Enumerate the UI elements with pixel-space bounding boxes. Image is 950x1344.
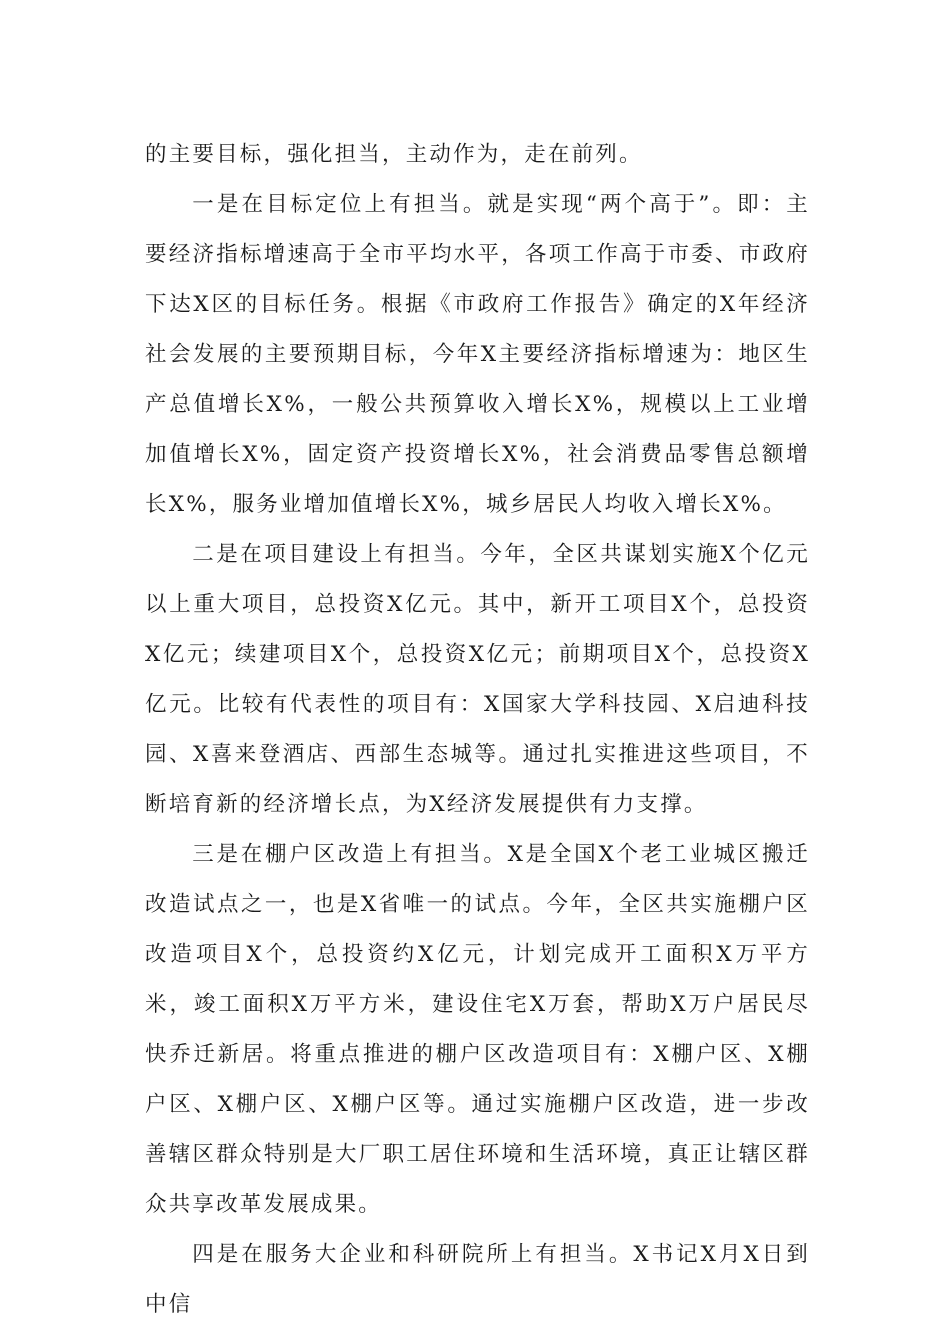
paragraph-target-positioning: 一是在目标定位上有担当。就是实现“两个高于”。即：主要经济指标增速高于全市平均水平，各项工作高于市委、市政府下达X区的目标任务。根据《市政府工作报告》确定的X年经济社会发展的主要预期目标，今年X主要经济指标增速为：地区生产总值增长X%，一般公共预算收入增长X%，规模以上工业增加值增长X%，固定资产投资增长X%，社会消费品零售总额增长X%，服务业增加值增长X%，城乡居民人均收入增长X%。	[145, 192, 810, 517]
paragraph-serving-enterprises: 四是在服务大企业和科研院所上有担当。X书记X月X日到中信	[145, 1242, 810, 1317]
paragraph-continuation: 的主要目标，强化担当，主动作为，走在前列。	[145, 142, 643, 167]
paragraph-shantytown-renovation: 三是在棚户区改造上有担当。X是全国X个老工业城区搬迁改造试点之一，也是X省唯一的试点。今年，全区共实施棚户区改造项目X个，总投资约X亿元，计划完成开工面积X万平方米，竣工面积X万平方米，建设住宅X万套，帮助X万户居民尽快乔迁新居。将重点推进的棚户区改造项目有：X棚户区、X棚户区、X棚户区、X棚户区等。通过实施棚户区改造，进一步改善辖区群众特别是大厂职工居住环境和生活环境，真正让辖区群众共享改革发展成果。	[145, 842, 810, 1217]
paragraph-project-construction: 二是在项目建设上有担当。今年，全区共谋划实施X个亿元以上重大项目，总投资X亿元。其中，新开工项目X个，总投资X亿元；续建项目X个，总投资X亿元；前期项目X个，总投资X亿元。比较有代表性的项目有：X国家大学科技园、X启迪科技园、X喜来登酒店、西部生态城等。通过扎实推进这些项目，不断培育新的经济增长点，为X经济发展提供有力支撑。	[145, 542, 810, 817]
body-text	[145, 130, 810, 1330]
